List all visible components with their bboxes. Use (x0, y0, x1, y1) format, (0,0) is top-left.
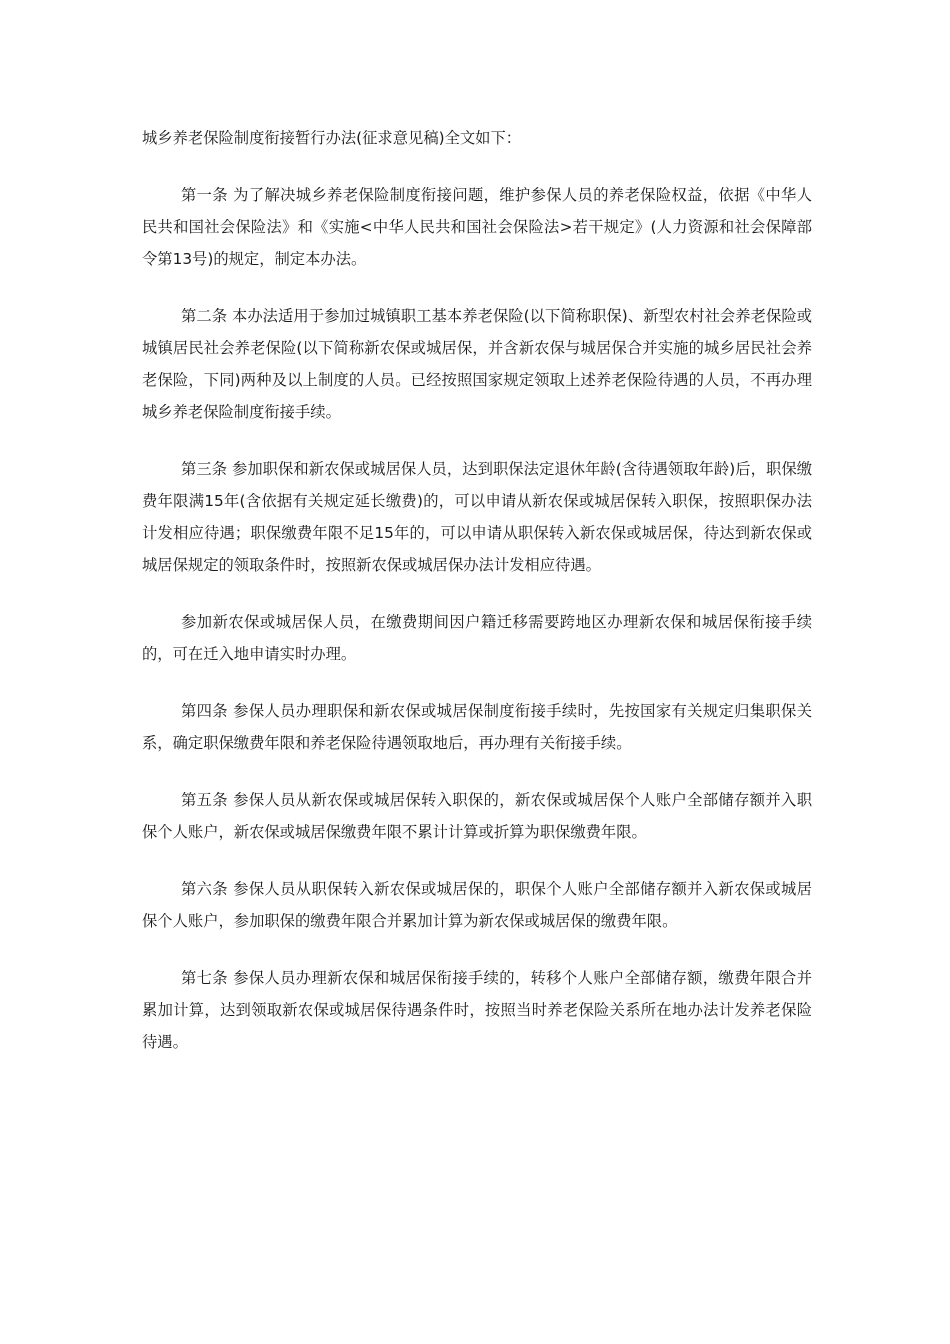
document-body (142, 122, 812, 1083)
article-5-paragraph: 第五条 参保人员从新农保或城居保转入职保的，新农保或城居保个人账户全部储存额并入职保个人账户，新农保或城居保缴费年限不累计计算或折算为职保缴费年限。 (142, 791, 812, 841)
document-intro: 城乡养老保险制度衔接暂行办法(征求意见稿)全文如下： (142, 129, 522, 147)
article-3-paragraph: 第三条 参加职保和新农保或城居保人员，达到职保法定退休年龄(含待遇领取年龄)后，职保缴费年限满15年(含依据有关规定延长缴费)的，可以申请从新农保或城居保转入职保，按照职保办法计发相应待遇；职保缴费年限不足15年的，可以申请从职保转入新农保或城居保，待达到新农保或城居保规定的领取条件时，按照新农保或城居保办法计发相应待遇。 (142, 460, 812, 574)
article-6-paragraph: 第六条 参保人员从职保转入新农保或城居保的，职保个人账户全部储存额并入新农保或城居保个人账户，参加职保的缴费年限合并累加计算为新农保或城居保的缴费年限。 (142, 880, 812, 930)
article-2-paragraph: 第二条 本办法适用于参加过城镇职工基本养老保险(以下简称职保)、新型农村社会养老保险或城镇居民社会养老保险(以下简称新农保或城居保，并含新农保与城居保合并实施的城乡居民社会养老保险，下同)两种及以上制度的人员。已经按照国家规定领取上述养老保险待遇的人员，不再办理城乡养老保险制度衔接手续。 (142, 307, 812, 421)
article-7-paragraph: 第七条 参保人员办理新农保和城居保衔接手续的，转移个人账户全部储存额，缴费年限合并累加计算，达到领取新农保或城居保待遇条件时，按照当时养老保险关系所在地办法计发养老保险待遇。 (142, 969, 812, 1051)
article-1-paragraph: 第一条 为了解决城乡养老保险制度衔接问题，维护参保人员的养老保险权益，依据《中华人民共和国社会保险法》和《实施<中华人民共和国社会保险法>若干规定》(人力资源和社会保障部令第13号)的规定，制定本办法。 (142, 186, 812, 268)
article-3-continuation-paragraph: 参加新农保或城居保人员，在缴费期间因户籍迁移需要跨地区办理新农保和城居保衔接手续的，可在迁入地申请实时办理。 (142, 613, 812, 663)
article-4-paragraph: 第四条 参保人员办理职保和新农保或城居保制度衔接手续时，先按国家有关规定归集职保关系，确定职保缴费年限和养老保险待遇领取地后，再办理有关衔接手续。 (142, 702, 812, 752)
